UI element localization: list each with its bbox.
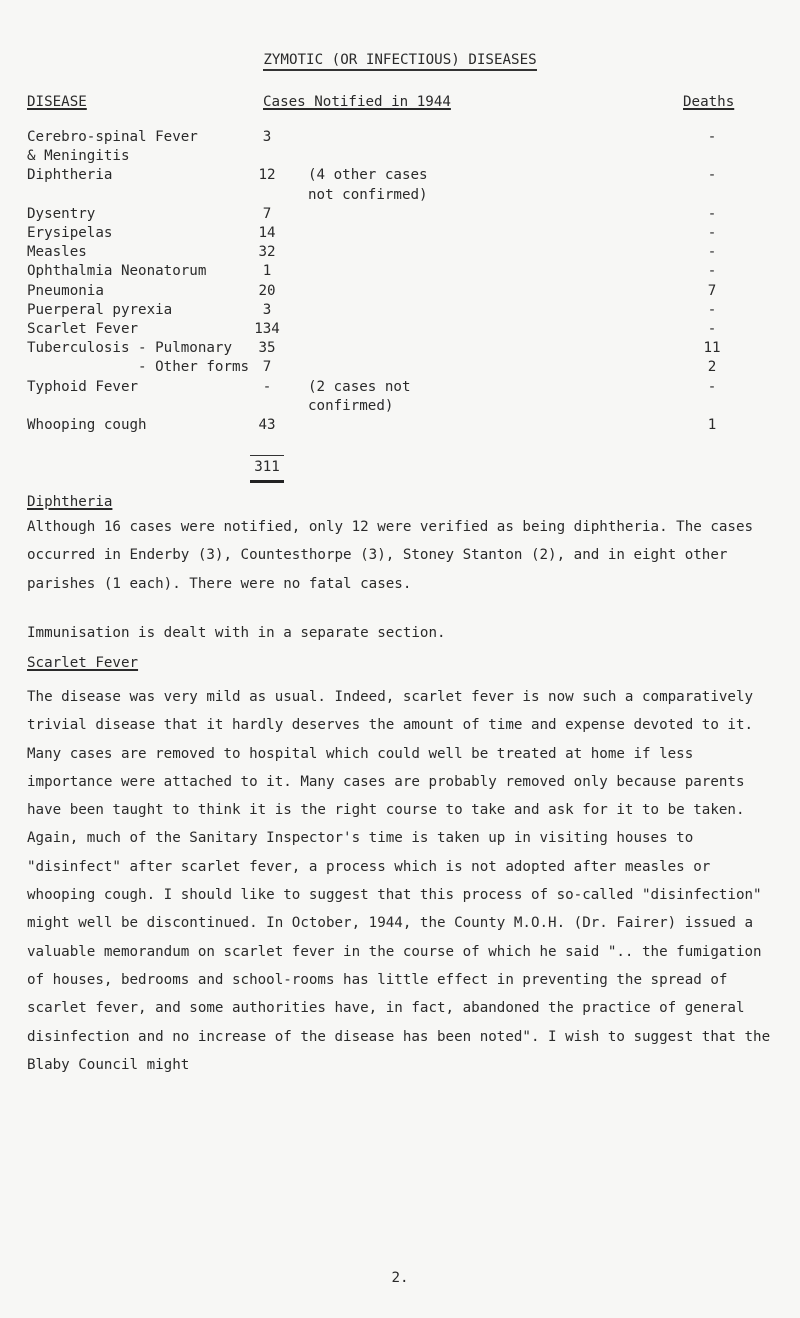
- table-row-disease: Whooping cough: [27, 417, 147, 433]
- table-row-note: confirmed): [308, 397, 394, 414]
- table-row-deaths: [682, 397, 742, 416]
- table-row-cases: 7: [262, 205, 272, 222]
- table-row-cases: 12: [258, 167, 276, 184]
- table-row-cases: [237, 397, 297, 416]
- table-row-cases: 3: [262, 129, 272, 145]
- table-row-disease: Scarlet Fever: [27, 321, 139, 337]
- table-row-deaths: 1: [707, 417, 717, 433]
- page-title: ZYMOTIC (OR INFECTIOUS) DISEASES: [0, 52, 800, 68]
- table-row-disease: Cerebro-spinal Fever: [27, 129, 198, 145]
- table-row-disease: Ophthalmia Neonatorum: [27, 263, 207, 280]
- table-row-cases: [237, 147, 297, 166]
- table-row-cases: [237, 186, 297, 205]
- table-row-cases: 1: [262, 263, 272, 280]
- table-row-deaths: 11: [703, 340, 721, 357]
- subtotal-rule: [250, 455, 284, 456]
- table-row-disease: Tuberculosis - Pulmonary: [27, 340, 232, 357]
- table-row-deaths: -: [707, 378, 717, 395]
- scarlet-fever-paragraph: The disease was very mild as usual. Indeed, scarlet fever is now such a comparatively trivial disease that it hardly deserves the amount of time and expense devoted to it. Many cases are removed to hospital which could well be treated at home if less importance were attached to it. Many cases are probably removed only because parents have been taught to think it is the right course to take and ask for it to be taken. Again, much of the Sanitary Inspector's time is taken up in visiting houses to "disinfect" after scarlet fever, a process which is not adopted after measles or whooping cough. I should like to suggest that this process of so-called "disinfection" might well be discontinued. In October, 1944, the County M.O.H. (Dr. Fairer) issued a valuable memorandum on scarlet fever in the course of which he said ".. the fumigation of houses, bedrooms and school-rooms has little effect in preventing the spread of scarlet fever, and some authorities have, in fact, abandoned the practice of general disinfection and no increase of the disease has been noted". I wish to suggest that the Blaby Council might: [27, 689, 771, 1073]
- header-deaths: Deaths: [683, 94, 735, 110]
- table-row-disease: & Meningitis: [27, 148, 130, 165]
- table-row-deaths: -: [707, 301, 717, 318]
- table-row-disease: Erysipelas: [27, 225, 113, 241]
- table-row-cases: 3: [262, 301, 272, 318]
- table-row-cases: 35: [258, 340, 276, 357]
- total-cases: 311: [254, 459, 280, 475]
- table-row-disease: Pneumonia: [27, 282, 104, 299]
- table-row-deaths: -: [707, 225, 717, 241]
- table-row-cases: 43: [258, 417, 276, 433]
- table-row-cases: 20: [258, 282, 276, 299]
- table-row-deaths: -: [707, 205, 717, 222]
- table-row-note: (2 cases not: [308, 378, 411, 395]
- table-row-deaths: -: [707, 167, 717, 184]
- table-row-disease: Puerperal pyrexia: [27, 301, 173, 318]
- table-row-cases: 14: [258, 225, 276, 241]
- table-row-deaths: 7: [707, 282, 717, 299]
- table-row-disease: Typhoid Fever: [27, 378, 139, 395]
- table-row-disease: - Other forms: [27, 359, 250, 376]
- total-rule: [250, 480, 284, 483]
- table-row-cases: -: [262, 378, 272, 395]
- table-row-deaths: -: [707, 129, 717, 145]
- table-row-deaths: [682, 147, 742, 166]
- table-row-cases: 32: [258, 244, 276, 261]
- table-row-cases: 7: [262, 359, 272, 376]
- table-row-cases: 134: [254, 321, 280, 337]
- section-heading-scarlet-fever: Scarlet Fever: [27, 655, 139, 671]
- header-cases: Cases Notified in 1944: [263, 94, 451, 110]
- table-row-deaths: -: [707, 263, 717, 280]
- header-disease: DISEASE: [27, 94, 87, 110]
- table-row-disease: Measles: [27, 244, 87, 261]
- table-row-note: (4 other cases: [308, 167, 428, 184]
- table-row-deaths: 2: [707, 359, 717, 376]
- table-row-disease: Dysentry: [27, 205, 96, 222]
- page-number: 2.: [391, 1270, 409, 1286]
- section-heading-diphtheria: Diphtheria: [27, 494, 113, 510]
- table-row-deaths: [682, 186, 742, 205]
- table-row-deaths: -: [707, 321, 717, 337]
- diphtheria-paragraph-2: Immunisation is dealt with in a separate section.: [27, 625, 446, 641]
- diphtheria-paragraph-1: Although 16 cases were notified, only 12 were verified as being diphtheria. The cases occurred in Enderby (3), Countesthorpe (3), Stoney Stanton (2), and in eight other parishes (1 each). There were no fatal cases.: [27, 519, 754, 592]
- table-row-disease: Diphtheria: [27, 167, 113, 184]
- table-row-note: not confirmed): [308, 186, 428, 203]
- table-row-deaths: -: [707, 244, 717, 261]
